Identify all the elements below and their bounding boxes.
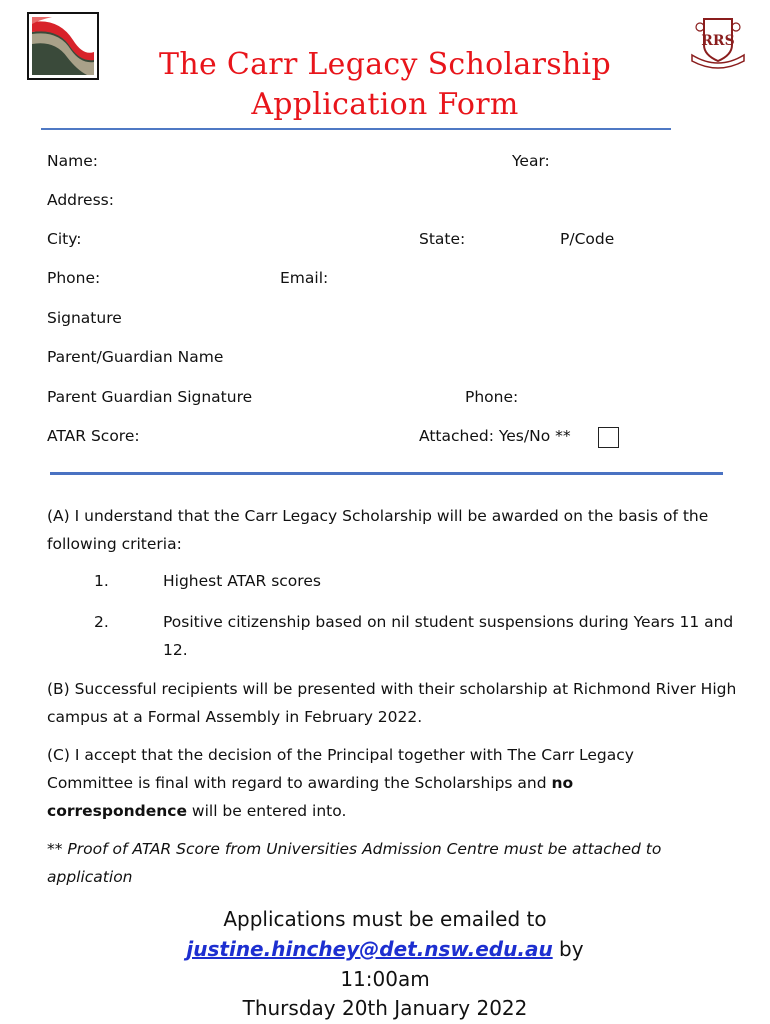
- atar-label: ATAR Score:: [47, 427, 140, 445]
- phone-label: Phone:: [47, 269, 101, 287]
- attached-checkbox[interactable]: [598, 427, 619, 448]
- form-title-line1: The Carr Legacy Scholarship: [159, 47, 611, 82]
- form-title-line2: Application Form: [251, 87, 519, 122]
- address-label: Address:: [47, 191, 114, 209]
- criteria-item: Highest ATAR scores: [163, 572, 321, 590]
- parent-phone-label: Phone:: [465, 388, 519, 406]
- paragraph-c-emphasis: no correspondence: [47, 774, 574, 820]
- deadline-date: Thursday 20th January 2022: [242, 996, 528, 1020]
- parent-signature-label: Parent Guardian Signature: [47, 388, 253, 406]
- title-divider: [41, 128, 671, 130]
- paragraph-a: (A) I understand that the Carr Legacy Scholarship will be awarded on the basis of the following criteria:: [47, 507, 709, 553]
- name-label: Name:: [47, 152, 98, 170]
- deadline-time: 11:00am: [340, 967, 430, 991]
- paragraph-c-end: will be entered into.: [186, 802, 347, 820]
- criteria-number: 2.: [94, 613, 109, 631]
- paragraph-c-text: (C) I accept that the decision of the Principal together with The Carr Legacy Committee is final with regard to awarding the Scholarships and: [47, 746, 634, 792]
- atar-proof-note: ** Proof of ATAR Score from Universities Admission Centre must be attached to application: [47, 840, 662, 886]
- parent-name-label: Parent/Guardian Name: [47, 348, 224, 366]
- paragraph-b: (B) Successful recipients will be presented with their scholarship at Richmond River High campus at a Formal Assembly in February 2022.: [47, 680, 737, 726]
- year-label: Year:: [512, 152, 550, 170]
- paragraph-c: [47, 741, 707, 825]
- attached-label: Attached: Yes/No **: [419, 427, 571, 445]
- postcode-label: P/Code: [560, 230, 615, 248]
- criteria-number: 1.: [94, 572, 109, 590]
- svg-text:RRS: RRS: [701, 33, 735, 49]
- footer-email-line: [60, 934, 710, 964]
- state-label: State:: [419, 230, 466, 248]
- signature-label: Signature: [47, 309, 122, 327]
- footer-line1: Applications must be emailed to: [223, 907, 547, 931]
- footer-by: by: [552, 937, 584, 961]
- section-divider: [50, 472, 723, 475]
- submission-email-link[interactable]: justine.hinchey@det.nsw.edu.au: [186, 937, 553, 961]
- criteria-item: Positive citizenship based on nil student suspensions during Years 11 and 12.: [163, 613, 734, 659]
- email-label: Email:: [280, 269, 329, 287]
- city-label: City:: [47, 230, 82, 248]
